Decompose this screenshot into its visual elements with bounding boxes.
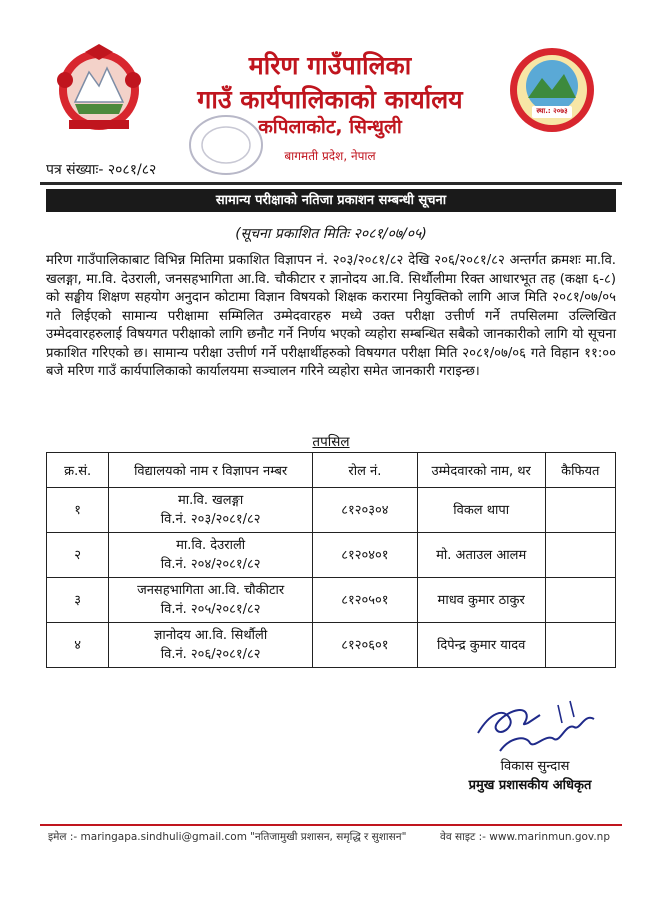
- cell-roll: ८१२०६०१: [312, 623, 417, 668]
- signatory-name: विकास सुन्दास: [500, 759, 570, 774]
- signatory-title: प्रमुख प्रशासकीय अधिकृत: [468, 778, 592, 793]
- school-name: ज्ञानोदय आ.वि. सिर्थौली: [154, 628, 268, 643]
- cell-school: [109, 623, 313, 668]
- letter-reference-number: पत्र संख्याः- २०८१/८२: [46, 162, 157, 178]
- header-candidate: उम्मेदवारको नाम, थर: [417, 453, 545, 488]
- ad-number: वि.नं. २०६/२०८१/८२: [160, 647, 261, 662]
- footer-motto: "नतिजामुखी प्रशासन, समृद्धि र सुशासन": [250, 831, 407, 843]
- cell-candidate: विकल थापा: [417, 488, 545, 533]
- cell-serial: २: [47, 533, 109, 578]
- header-remarks: कैफियत: [545, 453, 615, 488]
- office-stamp-icon: [186, 112, 266, 178]
- cell-remarks: [545, 578, 615, 623]
- government-emblem-icon: [55, 42, 143, 134]
- office-province: बागमती प्रदेश, नेपाल: [284, 149, 376, 163]
- table-row: [47, 488, 616, 533]
- header-school: विद्यालयको नाम र विज्ञापन नम्बर: [109, 453, 313, 488]
- cell-school: [109, 578, 313, 623]
- cell-school: [109, 488, 313, 533]
- ad-number: वि.नं. २०४/२०८१/८२: [160, 557, 261, 572]
- office-title-line1: मरिण गाउँपालिका: [248, 51, 412, 80]
- cell-remarks: [545, 533, 615, 578]
- cell-serial: ४: [47, 623, 109, 668]
- table-header-row: [47, 453, 616, 488]
- cell-remarks: [545, 623, 615, 668]
- municipality-seal-icon: [508, 46, 596, 134]
- signature-icon: [470, 693, 600, 755]
- footer-email: इमेल :- maringapa.sindhuli@gmail.com: [48, 831, 247, 843]
- office-title-line2: गाउँ कार्यपालिकाको कार्यालय: [197, 85, 463, 114]
- cell-serial: ३: [47, 578, 109, 623]
- ad-number: वि.नं. २०५/२०८१/८२: [160, 602, 261, 617]
- notice-subject: सामान्य परीक्षाको नतिजा प्रकाशन सम्बन्धी सूचना: [46, 189, 616, 212]
- seal-year: स्था.: २०७३: [536, 107, 568, 115]
- table-row: [47, 533, 616, 578]
- header-divider: [40, 182, 622, 185]
- cell-roll: ८१२०५०१: [312, 578, 417, 623]
- school-name: जनसहभागिता आ.वि. चौकीटार: [137, 583, 285, 598]
- table-row: [47, 578, 616, 623]
- header-serial: क्र.सं.: [47, 453, 109, 488]
- cell-school: [109, 533, 313, 578]
- notice-body: मरिण गाउँपालिकाबाट विभिन्न मितिमा प्रकाशित विज्ञापन नं. २०३/२०८१/८२ देखि २०६/२०८१/८२ अन्तर्गत क्रमशः मा.वि. खलङ्गा, मा.वि. देउराली, जनसहभागिता आ.वि. चौकीटार र ज्ञानोदय आ.वि. सिर्थौलीमा रिक्त आधारभूत तह (कक्षा ६-८) को सङ्घीय शिक्षण सहयोग अनुदान कोटामा विज्ञान विषयको शिक्षक करारमा नियुक्तिको लागि आज मिति २०८१/०७/०५ गते लिईएको सामान्य परीक्षामा सम्मिलित उम्मेदवारहरु मध्ये उक्त परीक्षा उत्तीर्ण गर्ने तपसिलमा उल्लिखित उम्मेदवारहरुलाई विषयगत परीक्षाको लागि छनौट गर्ने निर्णय भएको व्यहोरा सम्बन्धित सबैको जानकारीको लागि यो सूचना प्रकाशित गरिएको छ। सामान्य परीक्षा उत्तीर्ण गर्ने परीक्षार्थीहरुको विषयगत परीक्षा मिति २०८१/०७/०६ गते विहान ११:०० बजे मरिण गाउँ कार्यपालिकाको कार्यालयमा सञ्चालन गरिने व्यहोरा समेत जानकारी गराइन्छ।: [46, 253, 616, 379]
- footer-divider: [40, 824, 622, 826]
- cell-roll: ८१२०३०४: [312, 488, 417, 533]
- results-table: [46, 452, 616, 668]
- header-roll: रोल नं.: [312, 453, 417, 488]
- annex-title: तपसिल: [312, 434, 350, 450]
- municipality-seal: [508, 46, 596, 134]
- table-row: [47, 623, 616, 668]
- school-name: मा.वि. खलङ्गा: [178, 493, 244, 508]
- office-address: कपिलाकोट, सिन्धुली: [258, 116, 402, 138]
- school-name: मा.वि. देउराली: [176, 538, 246, 553]
- cell-roll: ८१२०४०१: [312, 533, 417, 578]
- cell-serial: १: [47, 488, 109, 533]
- footer-website: वेव साइट :- www.marinmun.gov.np: [440, 831, 610, 843]
- cell-remarks: [545, 488, 615, 533]
- ad-number: वि.नं. २०३/२०८१/८२: [160, 512, 261, 527]
- cell-candidate: मो. अताउल आलम: [417, 533, 545, 578]
- cell-candidate: माधव कुमार ठाकुर: [417, 578, 545, 623]
- cell-candidate: दिपेन्द्र कुमार यादव: [417, 623, 545, 668]
- publication-date: (सूचना प्रकाशित मितिः २०८१/०७/०५): [235, 226, 427, 242]
